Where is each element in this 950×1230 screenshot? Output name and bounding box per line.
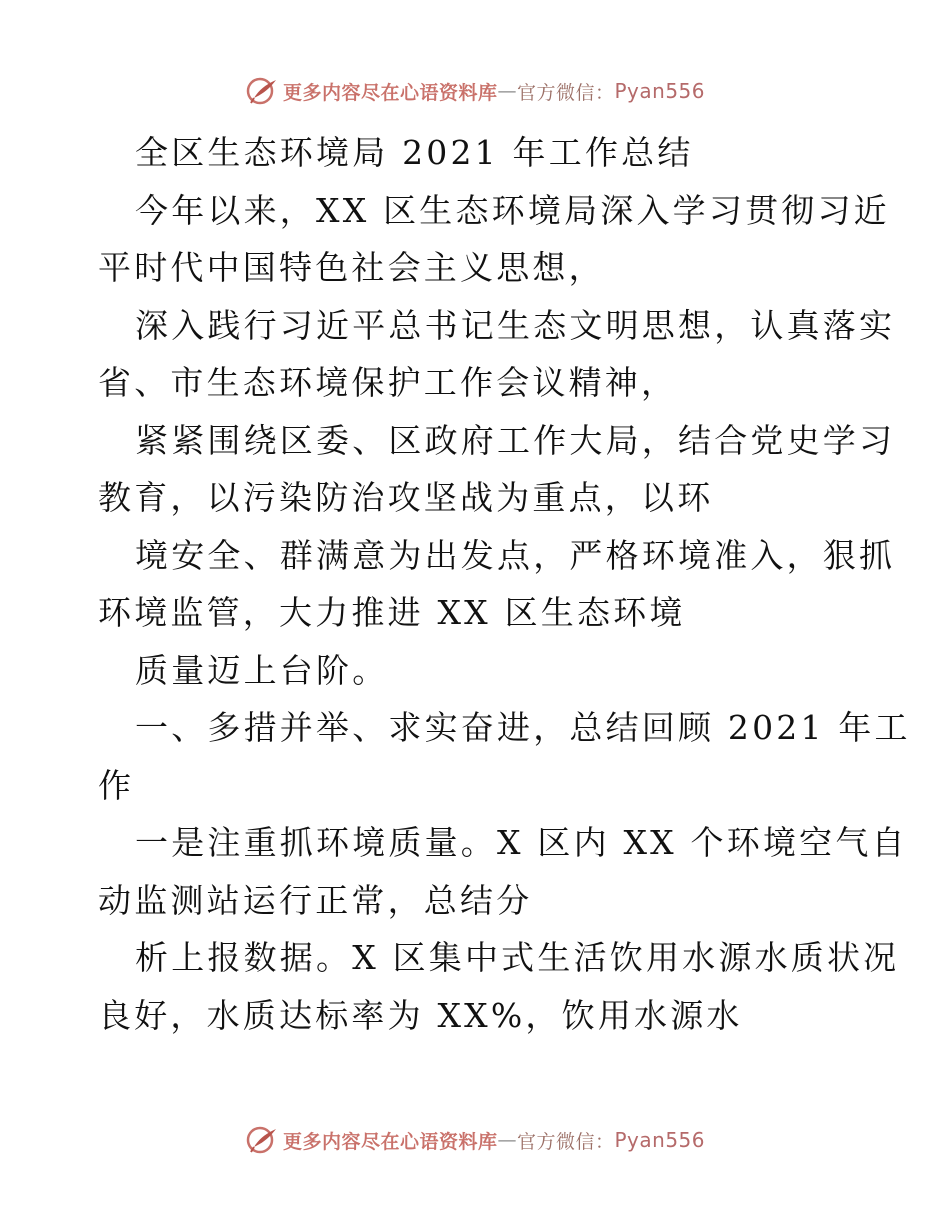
watermark-footer: [0, 1125, 950, 1155]
watermark-header: [0, 76, 950, 106]
watermark-dash: —: [497, 80, 517, 102]
watermark-sub-text: 官方微信：: [516, 1130, 615, 1153]
watermark-wechat-id: Pyan556: [614, 1128, 706, 1152]
text-line: 教育，以污染防治攻坚战为重点，以环: [98, 478, 714, 517]
watermark-sub-text: 官方微信：: [516, 81, 615, 104]
section-heading: 一、多措并举、求实奋进，总结回顾 2021 年工: [135, 708, 911, 747]
text-line: 析上报数据。X 区集中式生活饮用水源水质状况: [135, 938, 900, 977]
text-line: 境安全、群满意为出发点，严格环境准入，狠抓: [135, 535, 896, 575]
text-line: 一是注重抓环境质量。X 区内 XX 个环境空气自: [135, 823, 908, 862]
document-title: 全区生态环境局 2021 年工作总结: [135, 133, 694, 172]
watermark-main-text: 更多内容尽在心语资料库: [282, 81, 498, 104]
text-line: 平时代中国特色社会主义思想，: [98, 248, 605, 287]
watermark-main-text: 更多内容尽在心语资料库: [282, 1130, 498, 1153]
watermark-wechat-id: Pyan556: [614, 79, 706, 103]
section-heading-continued: 作: [98, 765, 135, 805]
text-line: 深入践行习近平总书记生态文明思想，认真落实: [135, 305, 896, 345]
text-line: 省、市生态环境保护工作会议精神，: [98, 363, 678, 402]
text-line: 今年以来，XX 区生态环境局深入学习贯彻习近: [135, 190, 890, 230]
feather-pen-logo-icon: [245, 76, 279, 106]
text-line: 质量迈上台阶。: [135, 650, 389, 690]
document-body: [98, 124, 911, 1044]
text-line: 环境监管，大力推进 XX 区生态环境: [98, 593, 686, 632]
text-line: 良好，水质达标率为 XX%，饮用水源水: [98, 995, 743, 1035]
text-line: 紧紧围绕区委、区政府工作大局，结合党史学习: [135, 420, 896, 460]
feather-pen-logo-icon: [245, 1125, 279, 1155]
watermark-dash: —: [497, 1129, 517, 1151]
text-line: 动监测站运行正常，总结分: [98, 880, 533, 920]
